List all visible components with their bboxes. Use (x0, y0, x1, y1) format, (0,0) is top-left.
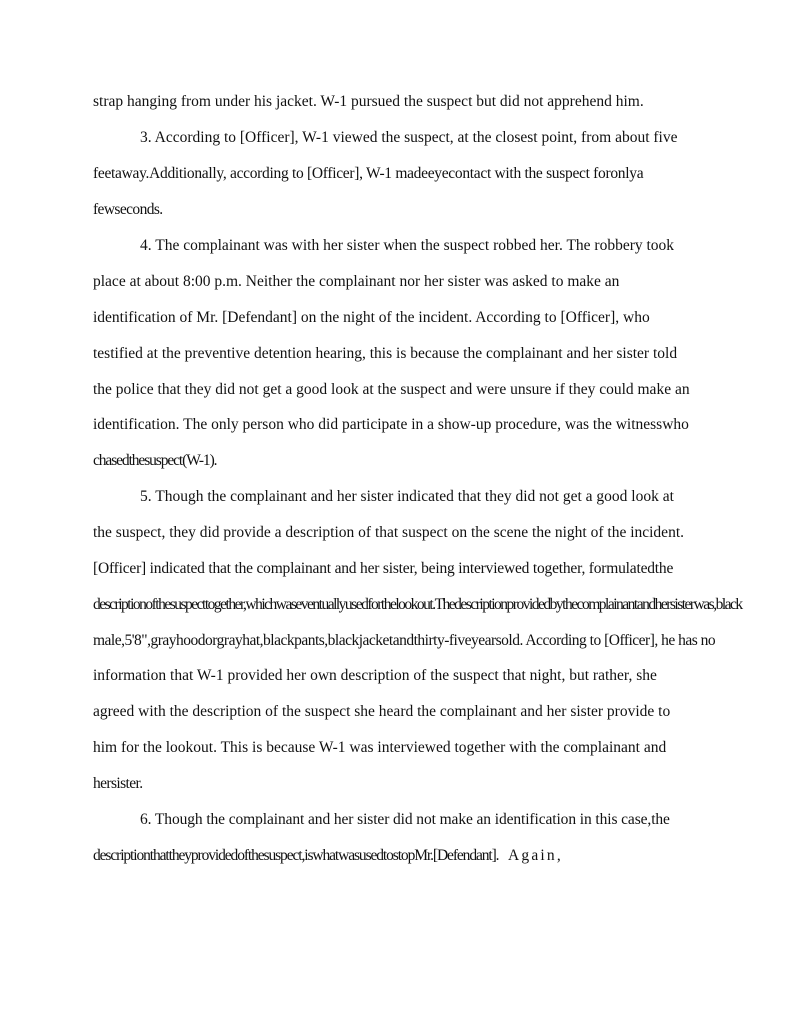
paragraph-6-line-1: 6. Though the complainant and her sister did not make an identification in this case,the (140, 811, 670, 828)
paragraph-5-line-8: him for the lookout. This is because W-1 was interviewed together with the complainant and (93, 739, 667, 756)
paragraph-5-line-6: information that W-1 provided her own description of the suspect that night, but rather, she (93, 667, 657, 684)
paragraph-3-line-3: fewseconds. (93, 201, 163, 218)
paragraph-4-line-5: the police that they did not get a good look at the suspect and were unsure if they could make an (93, 381, 690, 398)
paragraph-4-line-2: place at about 8:00 p.m. Neither the complainant nor her sister was asked to make an (93, 273, 620, 290)
paragraph-5-line-3: [Officer] indicated that the complainant and her sister, being interviewed together, formulatedthe (93, 560, 674, 577)
paragraph-5-line-2: the suspect, they did provide a description of that suspect on the scene the night of the incident. (93, 524, 684, 541)
paragraph-3-line-2: feetaway.Additionally, according to [Officer], W-1 madeeyecontact with the suspect foronlya (93, 165, 644, 182)
paragraph-4-line-4: testified at the preventive detention hearing, this is because the complainant and her sister told (93, 345, 678, 362)
paragraph-5-line-7: agreed with the description of the suspect she heard the complainant and her sister provide to (93, 703, 671, 720)
paragraph-2-line-end: strap hanging from under his jacket. W-1 pursued the suspect but did not apprehend him. (93, 93, 644, 110)
paragraph-5-line-1: 5. Though the complainant and her sister indicated that they did not get a good look at (140, 488, 674, 505)
paragraph-4-line-3: identification of Mr. [Defendant] on the night of the incident. According to [Officer], who (93, 309, 650, 326)
paragraph-4-line-6: identification. The only person who did participate in a show-up procedure, was the witnesswho (93, 416, 689, 433)
paragraph-5-line-4: descriptionofthesuspecttogether,whichwaseventuallyusedforthelookout.Thedescriptionprovidedbythecomplainantandhersisterwas,black (93, 596, 742, 613)
paragraph-5-line-5: male,5'8",grayhoodorgrayhat,blackpants,blackjacketandthirty-fiveyearsold. According to [Officer], he has no (93, 632, 716, 649)
paragraph-6-line-2: descriptionthattheyprovidedofthesuspect,iswhatwasusedtostopMr.[Defendant]. (93, 847, 499, 864)
paragraph-6-line-2-tail: Again, (508, 847, 563, 864)
paragraph-3-line-1: 3. According to [Officer], W-1 viewed the suspect, at the closest point, from about five (140, 129, 678, 146)
paragraph-4-line-1: 4. The complainant was with her sister when the suspect robbed her. The robbery took (140, 237, 675, 254)
paragraph-4-line-7: chasedthesuspect(W-1). (93, 452, 217, 469)
paragraph-5-line-9: hersister. (93, 775, 143, 792)
